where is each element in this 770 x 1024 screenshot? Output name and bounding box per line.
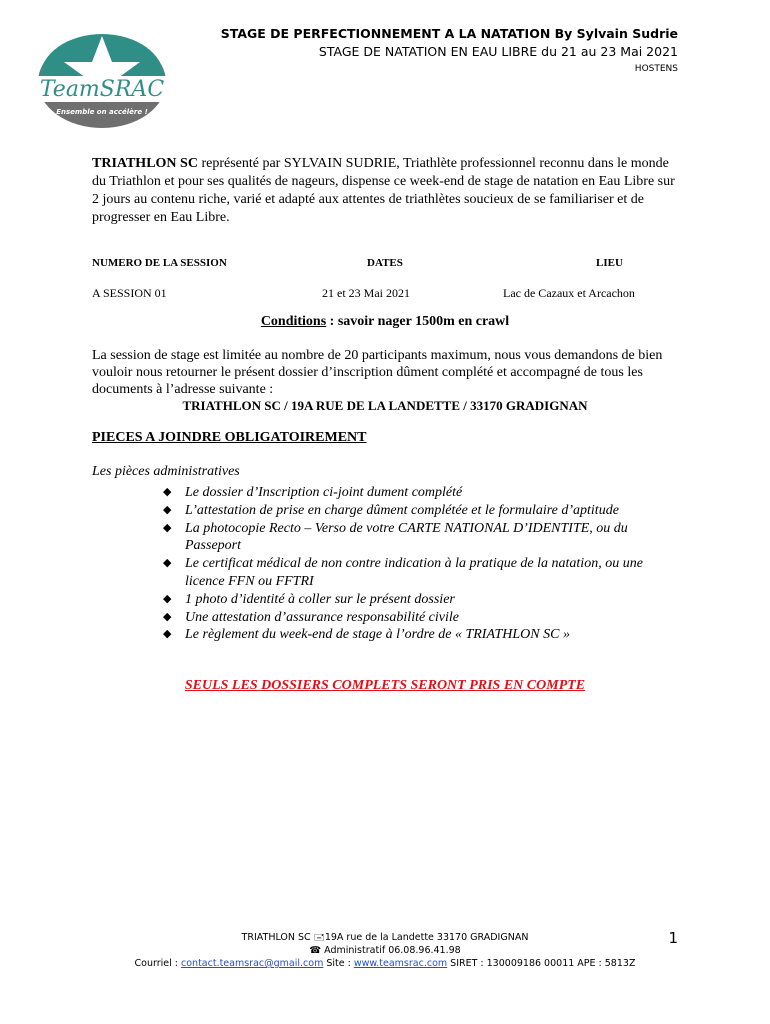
intro-paragraph <box>92 155 682 227</box>
footer-siret: SIRET : 130009186 00011 APE : 5813Z <box>447 958 636 969</box>
session-paragraph: La session de stage est limitée au nombre de 20 participants maximum, nous vous demandons de bien vouloir nous retourner le présent dossier d’inscription dûment complété et accompagné de tous les documents à l’adresse suivante : <box>92 348 663 397</box>
conditions-label: Conditions <box>260 314 327 329</box>
footer-email-label: Courriel : <box>134 958 182 969</box>
list-item <box>163 555 683 591</box>
document-text: Le certificat médical de non contre indication à la pratique de la natation, ou une licence FFN ou FFTRI <box>185 556 643 589</box>
complete-files-warning: SEULS LES DOSSIERS COMPLETS SERONT PRIS EN COMPTE <box>184 678 586 693</box>
header-title: STAGE DE PERFECTIONNEMENT A LA NATATION By Sylvain Sudrie <box>220 26 678 41</box>
header-subtitle: STAGE DE NATATION EN EAU LIBRE du 21 au 23 Mai 2021 <box>318 44 678 59</box>
documents-list <box>163 484 683 644</box>
diamond-bullet-icon: ◆ <box>163 521 172 534</box>
diamond-bullet-icon: ◆ <box>163 557 172 570</box>
footer-phone <box>0 944 770 957</box>
list-item <box>163 484 683 502</box>
list-item <box>163 626 683 644</box>
page-number: 1 <box>668 929 678 947</box>
list-item <box>163 502 683 520</box>
table-cell-dates: 21 et 23 Mai 2021 <box>322 286 410 300</box>
logo-slogan: Ensemble on accélère ! <box>56 108 148 116</box>
document-text: La photocopie Recto – Verso de votre CARTE NATIONAL D’IDENTITE, ou du Passeport <box>185 520 628 554</box>
footer-street: 19A rue de la Landette 33170 GRADIGNAN <box>324 932 529 943</box>
mail-icon: 🖃 <box>313 932 325 943</box>
logo-text: TeamSRAC <box>39 77 165 102</box>
diamond-bullet-icon: ◆ <box>163 610 172 623</box>
list-item <box>163 591 683 609</box>
website-link[interactable]: www.teamsrac.com <box>353 958 448 969</box>
intro-org: TRIATHLON SC <box>92 156 198 171</box>
document-text: 1 photo d’identité à coller sur le présent dossier <box>185 591 455 607</box>
footer-phone-text: Administratif 06.08.96.41.98 <box>321 945 461 956</box>
table-cell-session: A SESSION 01 <box>92 286 167 300</box>
footer-contact <box>0 957 770 970</box>
intro-text: représenté par SYLVAIN SUDRIE, Triathlète professionnel reconnu dans le monde du Triathlon et pour ses qualités de nageurs, dispense ce week-end de stage de natation en Eau Libre sur 2 jours au contenu riche, varié et adapté aux attentes de triathlètes soucieux de se familiariser et de progresser en Eau Libre. <box>92 156 675 225</box>
document-text: Le dossier d’Inscription ci-joint dument complété <box>185 485 463 500</box>
footer-org: TRIATHLON SC <box>241 932 314 943</box>
conditions-line <box>0 314 770 330</box>
table-header-lieu: LIEU <box>596 257 623 269</box>
phone-icon: ☎ <box>309 945 322 956</box>
list-item <box>163 609 683 627</box>
diamond-bullet-icon: ◆ <box>163 486 172 498</box>
document-text: L’attestation de prise en charge dûment complétée et le formulaire d’aptitude <box>185 502 619 518</box>
footer-address <box>0 931 770 944</box>
diamond-bullet-icon: ◆ <box>163 628 172 641</box>
email-link[interactable]: contact.teamsrac@gmail.com <box>181 958 324 969</box>
header-location: HOSTENS <box>634 64 678 74</box>
table-header-session: NUMERO DE LA SESSION <box>92 257 227 269</box>
mailing-address: TRIATHLON SC / 19A RUE DE LA LANDETTE / 33170 GRADIGNAN <box>182 398 588 413</box>
diamond-bullet-icon: ◆ <box>163 503 172 516</box>
list-item <box>163 520 683 556</box>
table-cell-lieu: Lac de Cazaux et Arcachon <box>503 286 635 300</box>
conditions-text: : savoir nager 1500m en crawl <box>326 314 510 329</box>
pieces-title: PIECES A JOINDRE OBLIGATOIREMENT <box>92 430 367 445</box>
logo-graphic <box>36 34 168 130</box>
diamond-bullet-icon: ◆ <box>163 592 172 605</box>
document-text: Une attestation d’assurance responsabilité civile <box>185 609 459 625</box>
team-srac-logo <box>36 34 168 130</box>
admin-title: Les pièces administratives <box>92 464 240 479</box>
table-header-dates: DATES <box>367 257 403 269</box>
footer-site-label: Site : <box>323 958 354 969</box>
document-text: Le règlement du week-end de stage à l’ordre de « TRIATHLON SC » <box>185 627 570 643</box>
